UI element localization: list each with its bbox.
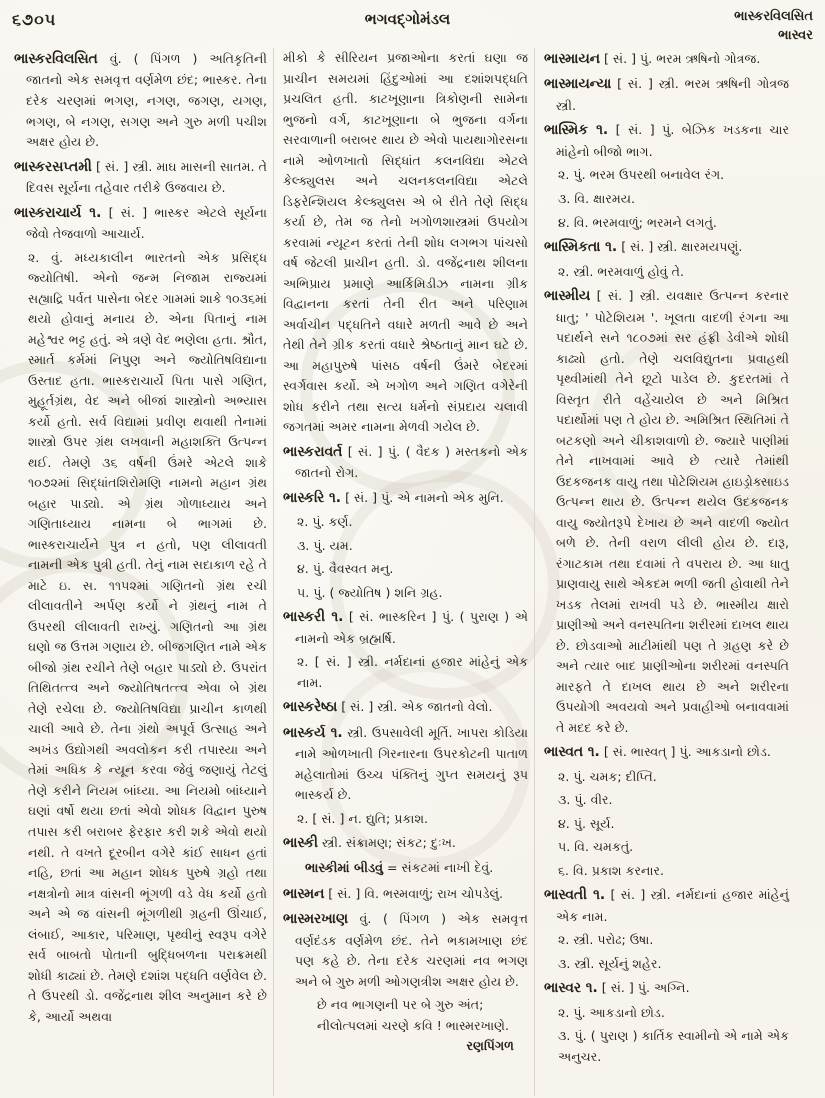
headword: ભાસ્કરાવર્ત	[283, 443, 343, 460]
dictionary-entry: ભાસ્મન [ સં. ] વિ. ભસ્મવાળું; રાખ ચોપડેલું.	[283, 885, 504, 902]
sense-item: ૫. વિ. ચમકતું.	[558, 839, 634, 855]
sense-item: ૪. પું. વૈવસ્વત મનુ.	[297, 561, 394, 577]
dictionary-entry: ભાસ્કરસપ્તમી [ સં. ] સ્ત્રી. માઘ માસની સાતમ. તે દિવસ સૂર્યના તહેવાર તરીકે ઉજવાય છે.	[14, 158, 267, 196]
headword: ભાસ્મિકતા ૧.	[544, 239, 618, 256]
headword: ભાસ્કરાચાર્ય ૧.	[14, 204, 102, 221]
sense-item: ૪. વિ. ભરમવાળું; ભરમને લગતું.	[558, 214, 717, 230]
headword: ભાસ્કરેષ્ઠા	[283, 699, 338, 716]
book-title: ભગવદ્ગોમંડલ	[364, 10, 451, 28]
sense-item: ૬. વિ. પ્રકાશ કરનાર.	[558, 862, 665, 878]
sense-item: ૩. પું. ( પુરાણ ) કાર્તિક સ્વામીનો એ નામે એક અનુચર.	[558, 1028, 789, 1064]
dictionary-entry: ભાસ્માયન્યા [ સં. ] સ્ત્રી. ભરમ ઋષિની ગોત્રજ સ્ત્રી.	[544, 76, 789, 113]
dictionary-entry: ભાસ્કી સ્ત્રી. સંક્રામણ; સંકટ; દુઃખ.	[283, 835, 456, 852]
dictionary-entry: ભાસ્કરવિલસિત વું. ( પિંગળ ) અતિકૃતિની જાતનો એક સમવૃત્ત વર્ણમેળ છંદ; ભાસ્કર. તેના દરેક ચરણમાં ભગણ, નગણ, જગણ, યગણ, ભગણ, બે નગણ, સગણ અને ગુરુ મળી પચીશ અક્ષર હોય છે.	[14, 51, 267, 150]
headword: ભાસ્વર ૧.	[544, 980, 598, 997]
sense-item: ૩. પું. વીર.	[558, 792, 613, 808]
column-3	[534, 48, 795, 1096]
headword: ભાસ્કર્ય ૧.	[283, 724, 343, 741]
sense-item: ૩. પું. યમ.	[297, 537, 353, 553]
sense-item: ૨. સ્ત્રી. પરોઢ; ઉષા.	[558, 932, 654, 948]
dictionary-entry: ભાસ્કરાવર્ત [ સં. ] પું. ( વૈદક ) મસ્તકનો એક જાતનો રોગ.	[283, 443, 528, 481]
headword: ભાસ્મીય	[544, 288, 591, 305]
headword: ભાસ્મરખાણ	[283, 911, 348, 928]
guide-words	[643, 8, 813, 46]
sense-item: ૨. [ સં. ] ન. દ્યુતિ; પ્રકાશ.	[297, 810, 429, 826]
column-2	[273, 48, 534, 1096]
sense-item: ૨. [ સં. ] સ્ત્રી. નર્મદાનાં હજાર માંહેનું એક નામ.	[297, 654, 528, 690]
guide-word-last: ભાસ્વર	[778, 27, 813, 43]
sense-item: ૨. પું. ભરમ ઉપરથી બનાવેલ રંગ.	[558, 167, 725, 183]
sense-item: ૨. સ્ત્રી. ભરમવાળું હોવું તે.	[558, 263, 684, 279]
sense-item: ૨. પું. આકડાનો છોડ.	[558, 1004, 665, 1020]
sense-item: ૪. પું. સૂર્ય.	[558, 815, 615, 831]
idiom-line: ભાસ્કીમાં બીડવું = સંકટમાં નાખી દેવું.	[305, 859, 494, 876]
dictionary-entry: ભાસ્મિક ૧. [ સં. ] પું. બેઝિક ખડકના ચાર માંહેનો બીજો ભાગ.	[544, 122, 789, 159]
headword: ભાસ્કરવિલસિત	[14, 51, 98, 67]
text-columns	[12, 48, 813, 1096]
sense-item: ૫. પું. ( જ્યોતિષ ) શનિ ગ્રહ.	[297, 584, 443, 600]
headword: ભાસ્વતી ૧.	[544, 887, 606, 904]
dictionary-entry: ભાસ્વત ૧. [ સં. ભાસ્વત્ ] પું. આકડાનો છોડ.	[544, 744, 771, 761]
headword: ભાસ્મિક ૧.	[544, 122, 609, 139]
sense-item: ૩. વિ. ક્ષારમય.	[558, 191, 636, 206]
headword: ભાસ્માયન્યા	[544, 76, 612, 93]
headword: ભાસ્વત ૧.	[544, 744, 600, 761]
dictionary-entry: ભાસ્વતી ૧. [ સં. ] સ્ત્રી. નર્મદાનાં હજાર માંહેનું એક નામ.	[544, 887, 789, 924]
attribution: રણપિંગળ	[466, 1038, 514, 1054]
headword: ભાસ્કીમાં બીડવું	[305, 860, 383, 876]
dictionary-entry: ભાસ્મિકતા ૧. [ સં. ] સ્ત્રી. ક્ષારમયપણું.	[544, 239, 743, 256]
headword: ભાસ્માયન	[544, 51, 600, 67]
headword: ભાસ્કરિ ૧.	[283, 489, 342, 506]
page-number: ૬૭૦૫	[12, 10, 57, 29]
headword: ભાસ્કરસપ્તમી	[14, 158, 92, 175]
dictionary-entry: ભાસ્કરાચાર્ય ૧. [ સં. ] ભાસ્કર એટલે સૂર્યના જેવો તેજવાળો આચાર્ય.	[14, 204, 267, 242]
dictionary-entry: ભાસ્કરિ ૧. [ સં. ] પું. એ નામનો એક મુનિ.	[283, 489, 504, 506]
sense-item: ૨. પું. કર્ણ.	[297, 514, 353, 530]
dictionary-entry: ભાસ્કર્ય ૧. સ્ત્રી. ઉપસાવેલી મૂર્તિ. ખાપરા કોડિયા નામે ઓળખાતી ગિરનારના ઉપરકોટની પાતાળ મહેલાતોમાં ઉચ્ચ પંક્તિનું ગુપ્ત સમયનું રૂપ ભાસ્કર્ય છે.	[283, 724, 528, 803]
entry-continuation: મીકો કે સીરિયન પ્રજાઓના કરતાં ઘણા જ પ્રાચીન સમયમાં હિંદુઓમાં આ દશાંશપદ્ધતિ પ્રચલિત હતી. કાટખૂણાના ત્રિકોણની સામેના ભુજનો વર્ગ, કાટખૂણાના બે ભુજના વર્ગના સરવાળાની બરાબર થાય છે એવો પાયથાગોરસના નામે ઓળખાતો સિદ્ધાંત કલનવિદ્યા એટલે કેલ્ક્યુલસ અને ચલનકલનવિદ્યા એટલે ડિફરેન્શિયલ કેલ્ક્યુલસ એ બે રીતે તેણે સિદ્ધ કર્યા છે, તેમ જ તેનો ખગોળશાસ્ત્રમાં ઉપયોગ કરવામાં ન્યૂટન કરતાં તેની શોધ લગભગ પાંચસો વર્ષ જેટલી પ્રાચીન હતી. ડો. વજેંદ્રનાથ શીલના અભિપ્રાય પ્રમાણે આર્કિમિડીઝ નામના ગ્રીક વિદ્વાનના કરતાં તેની રીત અને પરિણામ અર્વાચીન પદ્ધતિને વધારે મળતી આવે છે અને તેથી તેને ગ્રીક કરતાં વધારે શ્રેષ્ઠતાનું માન ઘટે છે. આ મહાપુરુષે પાંસઠ વર્ષની ઉંમરે બેદરમાં સ્વર્ગવાસ કર્યો. એ ખગોળ અને ગણિત વગેરેની શોધ કરીને તથા સત્ય ધર્મનો સંપ્રદાય ચલાવી જગતમાં અમર નામના મેળવી ગયેલ છે.	[283, 50, 528, 435]
dictionary-entry: ભાસ્માયન [ સં. ] પું. ભરમ ઋષિનો ગોત્રજ.	[544, 51, 761, 67]
page-header	[12, 8, 813, 48]
dictionary-entry: ભાસ્વર ૧. [ સં. ] પું. અગ્નિ.	[544, 980, 690, 997]
sense-item: ૩. સ્ત્રી. સૂર્યનું શહેર.	[558, 955, 662, 971]
dictionary-entry: ભાસ્મરખાણ વું. ( પિંગળ ) એક સમવૃત્ત વર્ણદંડક વર્ણમેળ છંદ. તેને ભકામખાણ છંદ પણ કહે છે. તેના દરેક ચરણમાં નવ ભગણ અને બે ગુરુ મળી ઓગણત્રીશ અક્ષર હોય છે.	[283, 911, 528, 989]
dictionary-entry: ભાસ્મીય [ સં. ] સ્ત્રી. યવક્ષાર ઉત્પન્ન કરનાર ધાતુ; ' પોટેશિયમ '. ખૂલતા વાદળી રંગના આ પદાર્થને સને ૧૮૦૭માં સર હંફ્રી ડેવીએ શોધી કાઢ્યો હતો. તેણે ચલવિદ્યુતના પ્રવાહથી પૃથ્વીમાંથી તેને છૂટો પાડેલ છે. કુદરતમાં તે વિસ્તૃત રીતે વહેંચાયેલ છે અને મિશ્રિત પદાર્થોમાં પણ તે હોય છે. અમિશ્રિત સ્થિતિમાં તે બટકણો અને ચીકાશવાળો છે. જ્યારે પાણીમાં તેને નાખવામાં આવે છે ત્યારે તેમાંથી ઉદકજનક વાયુ તથા પોટેશિયમ હાઇડ્રોક્સાઇડ ઉત્પન્ન થાય છે. ઉત્પન્ન થયેલ ઉદકજનક વાયુ જ્યોતરૂપે દેખાય છે અને વાદળી જ્યોત બળે છે. તેની વરાળ લીલી હોય છે. દારૂ, રંગાટકામ તથા દવામાં તે વપરાય છે. આ ધાતુ પ્રાણવાયુ સાથે એકદમ ભળી જતી હોવાથી તેને ખડક તેલમાં રાખવી પડે છે. ભાસ્મીય ક્ષારો પ્રાણીઓ અને વનસ્પતિના શરીરમાં દાખલ થાય છે. છોડવાઓ માટીમાંથી પણ તે ગ્રહણ કરે છે અને ત્યાર બાદ પ્રાણીઓના શરીરમાં વનસ્પતિ મારફતે તે દાખલ થાય છે અને શરીરના ઉપયોગી અવયવો અને પ્રવાહીઓ બનાવવામાં તે મદદ કરે છે.	[544, 288, 789, 735]
guide-word-first: ભાસ્કરવિલસિત	[734, 9, 813, 24]
verse-line: છે નવ ભાગણની પર બે ગુરુ અંત;	[317, 997, 484, 1013]
column-1	[12, 48, 273, 1096]
headword: ભાસ્કરી ૧.	[283, 609, 344, 626]
headword: ભાસ્કી	[283, 835, 318, 852]
sense-item: ૨. વું. મધ્યકાલીન ભારતનો એક પ્રસિદ્ધ જ્યોતિષી. એનો જન્મ નિજામ રાજ્યમાં સહ્યાદ્રિ પર્વત પાસેના બેદર ગામમાં શાકે ૧૦૩૬માં થયો હોવાનું મનાય છે. એના પિતાનું નામ મહેશ્વર ભટ્ટ હતું. એ ત્રણે વેદ ભણેલા હતા. શ્રૌત, સ્માર્ત કર્મમાં નિપુણ અને જ્યોતિષવિદ્યાના ઉસ્તાદ હતા. ભાસ્કરાચાર્યે પિતા પાસે ગણિત, મુહૂર્તગ્રંથ, વેદ અને બીજાં શાસ્ત્રોનો અભ્યાસ કર્યો હતો. સર્વ વિદ્યામાં પ્રવીણ થવાથી તેનામાં શાસ્ત્રો ઉપર ગ્રંથ લખવાની મહાશક્તિ ઉત્પન્ન થઈ. તેમણે ૩૬ વર્ષની ઉંમરે એટલે શાકે ૧૦૭૨માં સિદ્ધાંતશિરોમણિ નામનો મહાન ગ્રંથ બહાર પાડ્યો. એ ગ્રંથ ગોળાધ્યાય અને ગણિતાધ્યાય નામના બે ભાગમાં છે. ભાસ્કરાચાર્યને પુત્ર ન હતો, પણ લીલાવતી નામની એક પુત્રી હતી. તેનું નામ સદાકાળ રહે તે માટે ઇ. સ. ૧૧૫૨માં ગણિતનો ગ્રંથ રચી લીલાવતીને અર્પણ કર્યો ને ગ્રંથનું નામ તે ઉપરથી લીલાવતી રાખ્યું. ગણિતનો આ ગ્રંથ ઘણો જ ઉત્તમ ગણાય છે. બીજગણિત નામે એક બીજો ગ્રંથ રચીને તેણે બહાર પાડ્યો છે. ઉપરાંત તિથિતત્ત્વ અને જ્યોતિષતત્ત્વ એવા બે ગ્રંથ તેણે રચેલા છે. જ્યોતિષવિદ્યા પ્રાચીન કાળથી ચાલી આવે છે. તેના ગ્રંથો અપૂર્વ ઉત્સાહ અને અખંડ ઉદ્યોગથી અવલોકન કરી તપાસ્યા અને તેમાં અધિક કે ન્યૂન કરવા જેવું જણાયું તેટલું તેણે કરીને નિયમ બાંધ્યા. આ નિયમો બાંધ્યાને ઘણાં વર્ષો થયા છતાં એવો શોધક વિદ્વાન પુરુષ તપાસ કરી બરાબર ફેરફાર કરી શકે એવો થયો નથી. તે વખતે દૂરબીન વગેરે કાંઈ સાધન હતાં નહિ, છતાં આ મહાન શોધક પુરુષે ગ્રહો તથા નક્ષત્રોનો માત્ર વાંસની ભૂંગળી વડે વેધ કર્યો હતો અને એ જ વાંસની ભૂંગળીથી ગ્રહની ઊંચાઈ, લંબાઈ, આકાર, પરિમાણ, પૃથ્વીનું સ્વરૂપ વગેરે સર્વ બાબતો પોતાની બુદ્ધિબળના પરાક્રમથી શોધી કાઢ્યાં છે. તેમણે દશાંશ પદ્ધતિ વર્ણવેલ છે. તે ઉપરથી ડો. વજેંદ્રનાથ શીલ અનુમાન કરે છે કે, આર્યો અથવા	[28, 249, 267, 1024]
verse-line: નીલોત્પલમાં ચરણે કવિ ! ભાસ્મરખાણે.	[317, 1017, 510, 1033]
headword: ભાસ્મન	[283, 885, 325, 902]
dictionary-entry: ભાસ્કરી ૧. [ સં. ભાસ્કરિન ] પું. ( પુરાણ ) એ નામનો એક બ્રહ્મર્ષિ.	[283, 609, 529, 646]
sense-item: ૨. પું. ચમક; દીપ્તિ.	[558, 768, 657, 784]
dictionary-entry: ભાસ્કરેષ્ઠા [ સં. ] સ્ત્રી. એક જાતનો વેલો.	[283, 699, 493, 716]
